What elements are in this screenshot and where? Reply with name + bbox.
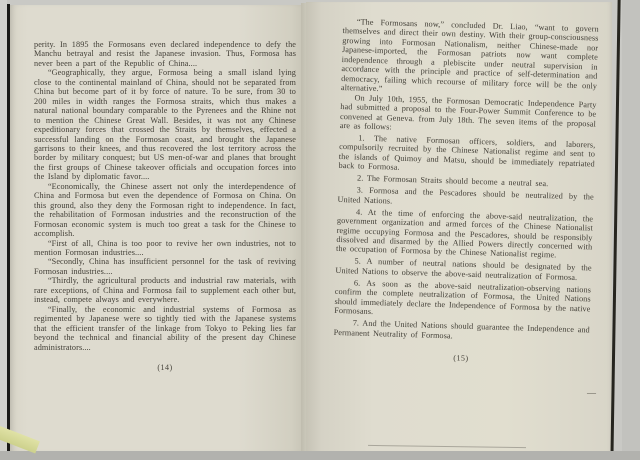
page-number-left: (14): [157, 362, 173, 372]
paragraph: perity. In 1895 the Formosans even declared independence to defy the Manchu betrayal and resist the Japanese invasion. Thus, Formosa has never been a part of the Republic of China....: [34, 40, 296, 68]
paragraph: “Thirdly, the agricultural products and industrial raw materials, with rare exceptions, of China and Formosa fail to supplement each other but, instead, compete always and everywhere.: [34, 276, 296, 305]
page-number-right: (15): [453, 353, 469, 363]
proposal-item: 1. The native Formosan officers, soldiers, and laborers, compulsorily recruited by the Chinese Nationalist regime and sent to the islands of Quimoy and Matsu, should be immediately repatriated back to Formosa.: [338, 133, 596, 173]
photo-right-margin: [622, 0, 640, 460]
paragraph: “The Formosans now,” concluded Dr. Liao, “want to govern themselves and direct their own destiny. With their group-consciousness growing into Formosan Nationalism, neither Chinese-made nor Japanese-imported, the Formosan patriots now want complete independence through a plebiscite under neutral supervision in accordance with the principle and practice of self-determination and democracy, failing which recourse of military force will be the only alternative.”: [340, 17, 599, 94]
page-left: [10, 5, 303, 452]
proposal-item: 3. Formosa and the Pescadores should be neutralized by the United Nations.: [337, 185, 594, 206]
page-right: [306, 2, 612, 453]
page-right-text-block: [333, 17, 599, 367]
paragraph: “First of all, China is too poor to revive her own industries, not to mention Formosan industries....: [34, 238, 296, 257]
paragraph: “Secondly, China has insufficient personnel for the task of reviving Formosan industries....: [34, 257, 296, 276]
proposal-item: 2. The Formosan Straits should become a neutral sea.: [356, 173, 549, 189]
photo-bottom-margin: [0, 451, 640, 460]
page-left-text-block: [34, 40, 296, 372]
proposal-item: 4. At the time of enforcing the above-said neutralization, the government organization and armed forces of the Chinese Nationalist regime occupying Formosa and the Pescadores, should be responsibly dissolved and disarmed by the Allied Powers directly concerned with the occupation of Formosa by the Chinese Nationalist regime.: [335, 207, 594, 260]
proposal-item: 6. As soon as the above-said neutralization-observing nations confirm the complete neutralization of Formosa, the United Nations should immediately declare the Independence of Formosa by the native Formosans.: [334, 278, 592, 317]
book-cover-edge-left: [7, 4, 10, 452]
paragraph: “Geographically, they argue, Formosa being a small island lying close to the continental mainland of China, should not be separated from China but become part of it by force of nature. To be sure, from 30 to 200 miles in width ranges the Formosa straits, which thus makes a natural national boundary comparable to the Pyrenees and the Rhine not to mention the Chinese Great Wall. Besides, it was not any Chinese expeditionary forces that crossed the Straits by themselves, effected a successful landing on the Formosan coast, and brought the Japanese garrisons to their knees, and thus recovered the lost territory across the border by military conquest; but US men-of-war and planes that brought the first groups of Chinese takeover officials and occupation forces into the Island by diplomatic favor....: [34, 68, 296, 182]
paragraph: “Finally, the economic and industrial systems of Formosa as regimented by Japanese were so tightly tied with the Japanese systems that the efficient transfer of the linkage from Tokyo to Peking lies far beyond the technical and financial ability of the present day Chinese administrators....: [34, 304, 296, 352]
paragraph: On July 10th, 1955, the Formosan Democratic Independence Party had submitted a proposal to the Four-Power Summit Conference to be convened at Geneva. from July 18th. The seven items of the proposal are as follows:: [339, 93, 597, 132]
stray-print-mark: —: [587, 388, 596, 398]
paragraph: “Economically, the Chinese assert not only the interdependence of China and Formosa but even the dependence of Formosa on China. On this ground, also they deny the Formosan right to independence. In fact, the rehabilitation of Formosan industries and the reconstruction of the Formosan economic system is much too great a task for the Chinese to accomplish.: [34, 181, 296, 239]
page-curl-line: [368, 445, 526, 448]
proposal-item: 5. A number of neutral nations should be designated by the United Nations to observe the above-said neutralization of Formosa.: [335, 256, 592, 282]
photo-left-margin: [0, 0, 7, 460]
proposal-item: 7. And the United Nations should guarantee the Independence and Permanent Neutrality of Formosa.: [333, 318, 590, 340]
